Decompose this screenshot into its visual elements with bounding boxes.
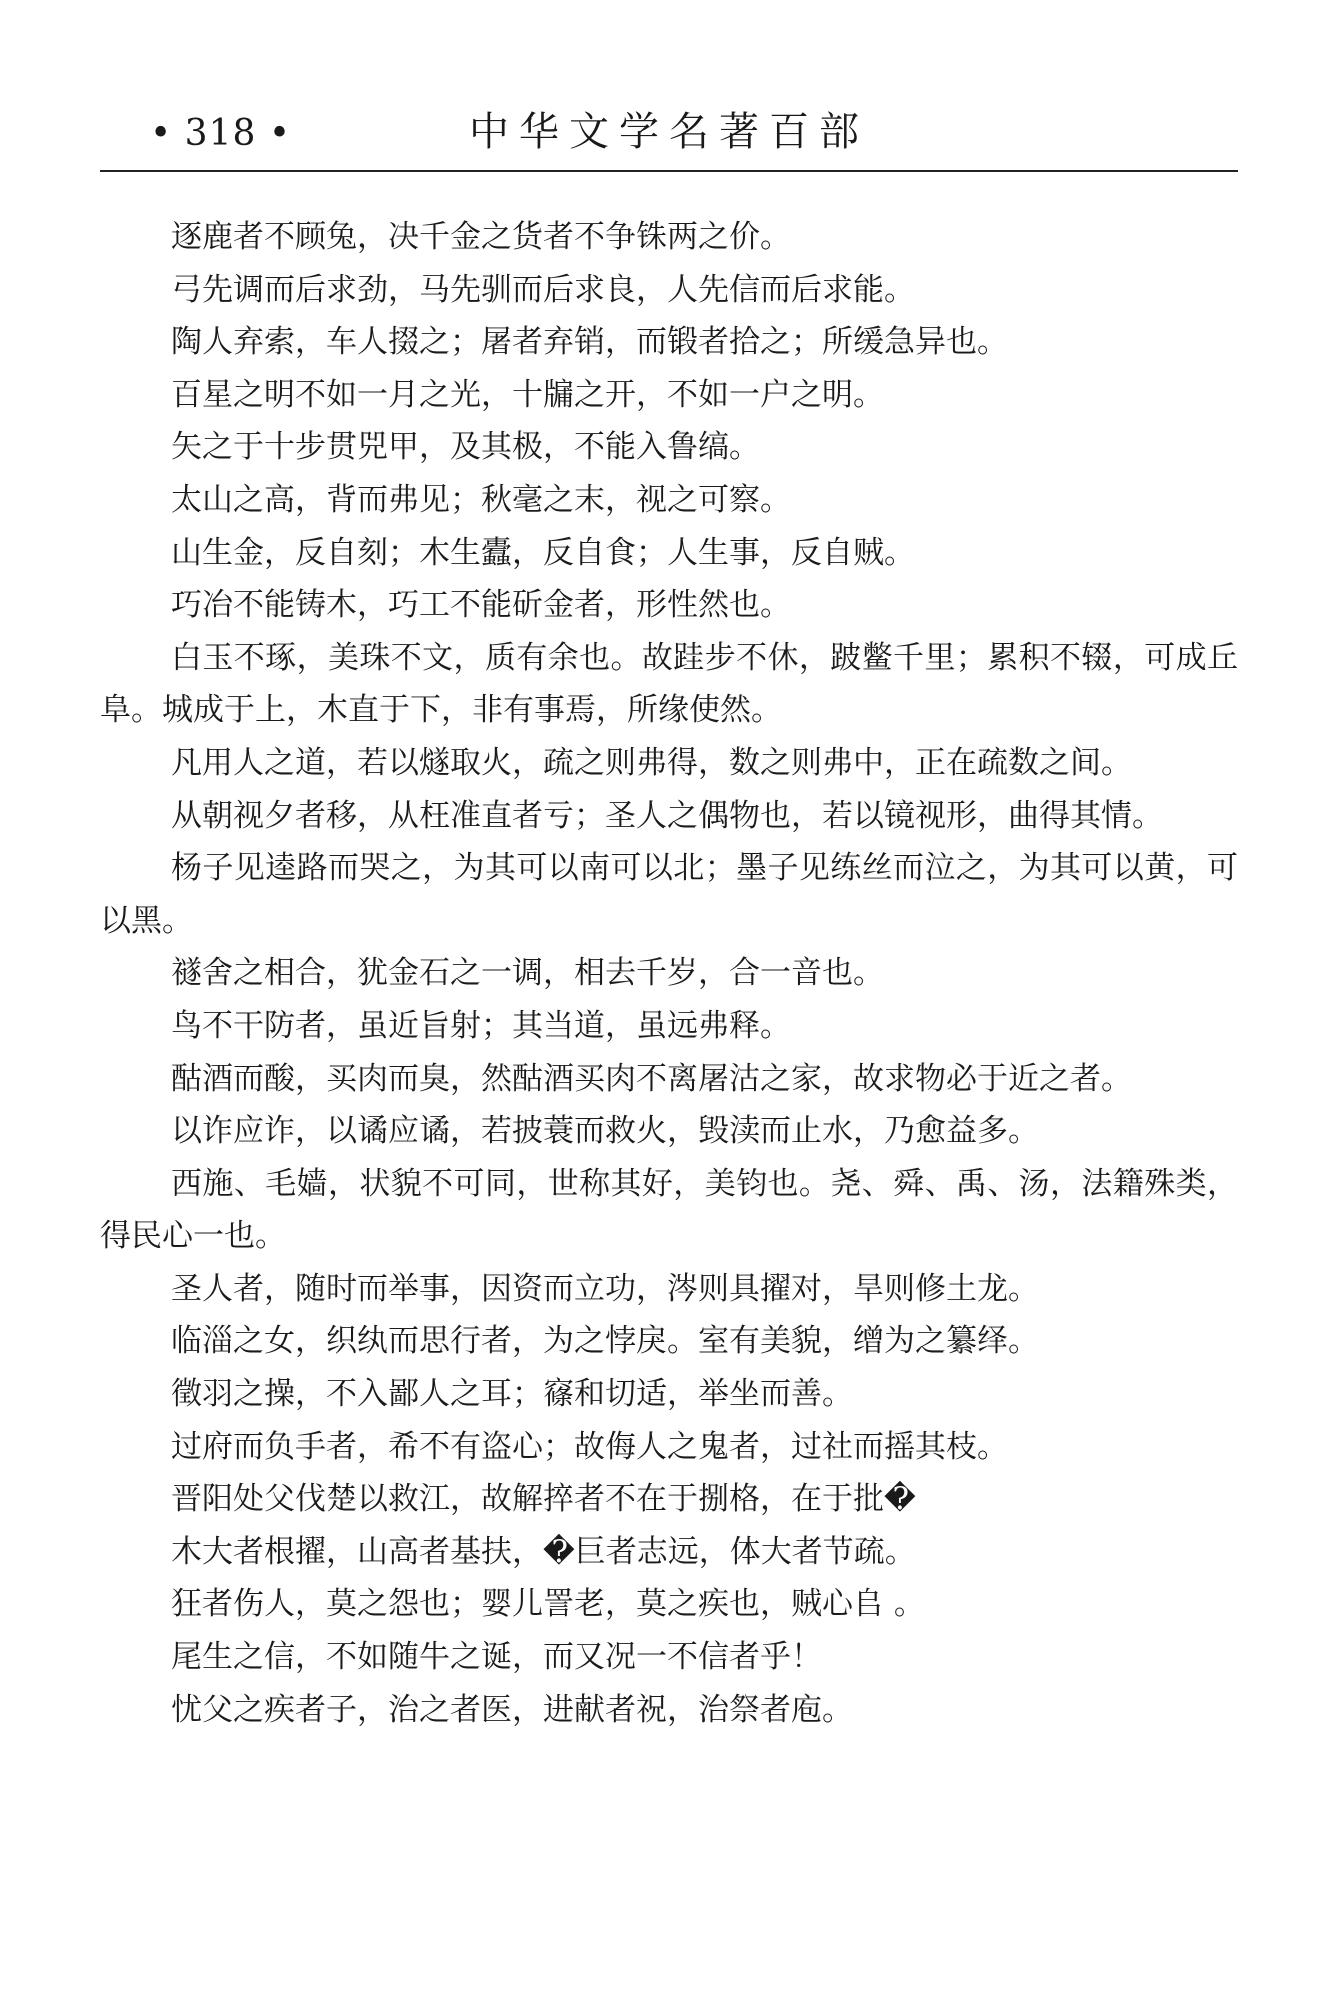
paragraph: 白玉不琢，美珠不文，质有余也。故跬步不休，跛鳖千里；累积不辍，可成丘阜。城成于上，木直于下，非有事焉，所缘使然。 <box>100 639 1238 729</box>
paragraph: 山生金，反自刻；木生蠹，反自食；人生事，反自贼。 <box>171 534 915 571</box>
paragraph: 杨子见逵路而哭之，为其可以南可以北；墨子见练丝而泣之，为其可以黄，可以黑。 <box>100 850 1238 939</box>
paragraph: 巧冶不能铸木，巧工不能斫金者，形性然也。 <box>171 587 791 624</box>
paragraph: 狂者伤人，莫之怨也；婴儿詈老，莫之疾也，贼心𠂤 。 <box>171 1586 925 1623</box>
paragraph: 临淄之女，织纨而思行者，为之悖戾。室有美貌，缯为之纂绎。 <box>171 1323 1039 1360</box>
paragraph: 以诈应诈，以谲应谲，若披蓑而救火，毁渎而止水，乃愈益多。 <box>171 1113 1039 1150</box>
paragraph: 百星之明不如一月之光，十牖之开，不如一户之明。 <box>171 376 884 413</box>
paragraph: 弓先调而后求劲，马先驯而后求良，人先信而后求能。 <box>171 271 915 308</box>
paragraph: 禭舍之相合，犹金石之一调，相去千岁，合一音也。 <box>171 955 884 992</box>
paragraph: 木大者根擢，山高者基扶，�巨者志远，体大者节疏。 <box>171 1533 916 1570</box>
paragraph: 晋阳处父伐楚以救江，故解捽者不在于捌格，在于批� <box>171 1481 916 1518</box>
paragraph: 逐鹿者不顾兔，决千金之货者不争铢两之价。 <box>171 219 791 255</box>
page-header <box>100 104 1238 170</box>
page-number: • 318 • <box>150 113 292 154</box>
header-rule <box>100 170 1238 172</box>
paragraph: 从朝视夕者移，从枉准直者亏；圣人之偶物也，若以镜视形，曲得其情。 <box>171 797 1163 834</box>
paragraph: 鸟不干防者，虽近旨射；其当道，虽远弗释。 <box>171 1007 791 1044</box>
paragraph: 尾生之信，不如随牛之诞，而又况一不信者乎！ <box>171 1639 822 1676</box>
paragraph: 圣人者，随时而举事，因资而立功，涔则具擢对，旱则修土龙。 <box>171 1270 1039 1307</box>
paragraph: 过府而负手者，希不有盗心；故侮人之鬼者，过社而摇其枝。 <box>171 1428 1008 1465</box>
paragraph: 太山之高，背而弗见；秋毫之末，视之可察。 <box>171 481 791 518</box>
paragraph: 陶人弃索，车人掇之；屠者弃销，而锻者拾之；所缓急异也。 <box>171 324 1008 361</box>
paragraph: 凡用人之道，若以燧取火，疏之则弗得，数之则弗中，正在疏数之间。 <box>171 744 1132 781</box>
body-text <box>100 211 1238 1736</box>
paragraph: 西施、毛嫱，状貌不可同，世称其好，美钧也。尧、舜、禹、汤，法籍殊类，得民心一也。 <box>100 1165 1238 1255</box>
paragraph: 酤酒而酸，买肉而臭，然酤酒买肉不离屠沽之家，故求物必于近之者。 <box>171 1060 1132 1097</box>
book-title: 中华文学名著百部 <box>469 109 869 155</box>
paragraph: 忧父之疾者子，治之者医，进献者祝，治祭者庖。 <box>171 1691 853 1728</box>
paragraph: 徵羽之操，不入鄙人之耳；窱和切适，举坐而善。 <box>171 1376 853 1413</box>
paragraph: 矢之于十步贯兕甲，及其极，不能入鲁缟。 <box>171 429 760 466</box>
